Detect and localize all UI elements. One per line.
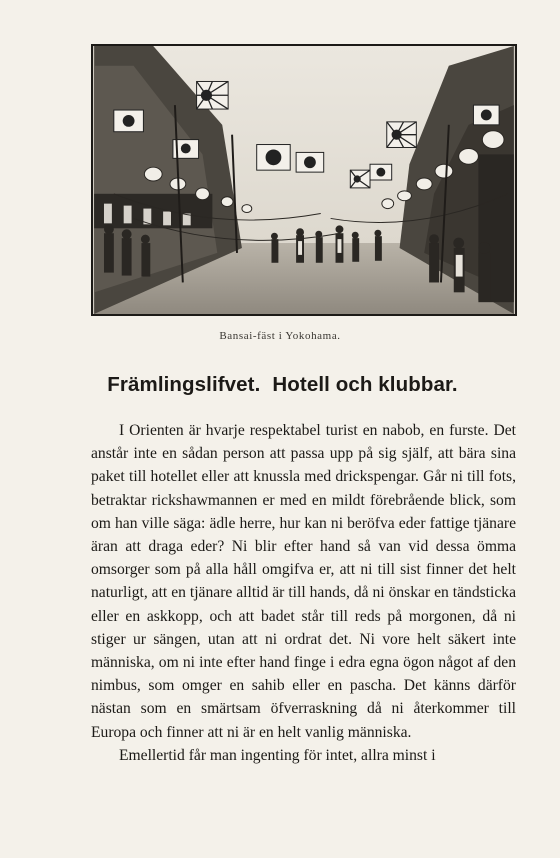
chapter-title-part1: Främlingslifvet.	[107, 373, 261, 396]
chapter-title-part2: Hotell och klubbar.	[272, 373, 458, 396]
street-festival-illustration	[93, 46, 515, 314]
festival-photo	[91, 44, 517, 316]
body-text	[91, 419, 516, 767]
figure-caption: Bansai-fäst i Yokohama.	[219, 330, 341, 342]
paragraph: I Orienten är hvarje respektabel turist en nabob, en furste. Det anstår inte en sådan person att passa upp på sig själf, att bära sina paket till hotellet eller att knussla med drickspengar. Går ni till fots, betraktar rickshawmannen er med en mildt förebrående blick, som om han ville säga: ädle herre, hur kan ni beröfva eder fattige tjänare äran att draga eder? Ni blir efter hand så van vid dessa ömma omsorger som på alla håll omgifva er, att ni till sist finner det helt naturligt, att en tjänare alltid är till hands, då ni önskar en tändsticka eller en askkopp, och att badet står till reds på morgonen, då ni stiger ur sängen, utan att ni ordrat det. Ni vore helt säkert inte människa, om ni inte efter hand finge i edra egna ögon något af den nimbus, som omger en sahib eller en pascha. Det känns därför nästan som en smärtsam öfverraskning då ni återkommer till Europa och finner att ni är en helt vanlig människa.	[91, 422, 516, 741]
paragraph: Emellertid får man ingenting för intet, allra minst i	[119, 746, 436, 764]
chapter-title	[60, 373, 505, 397]
